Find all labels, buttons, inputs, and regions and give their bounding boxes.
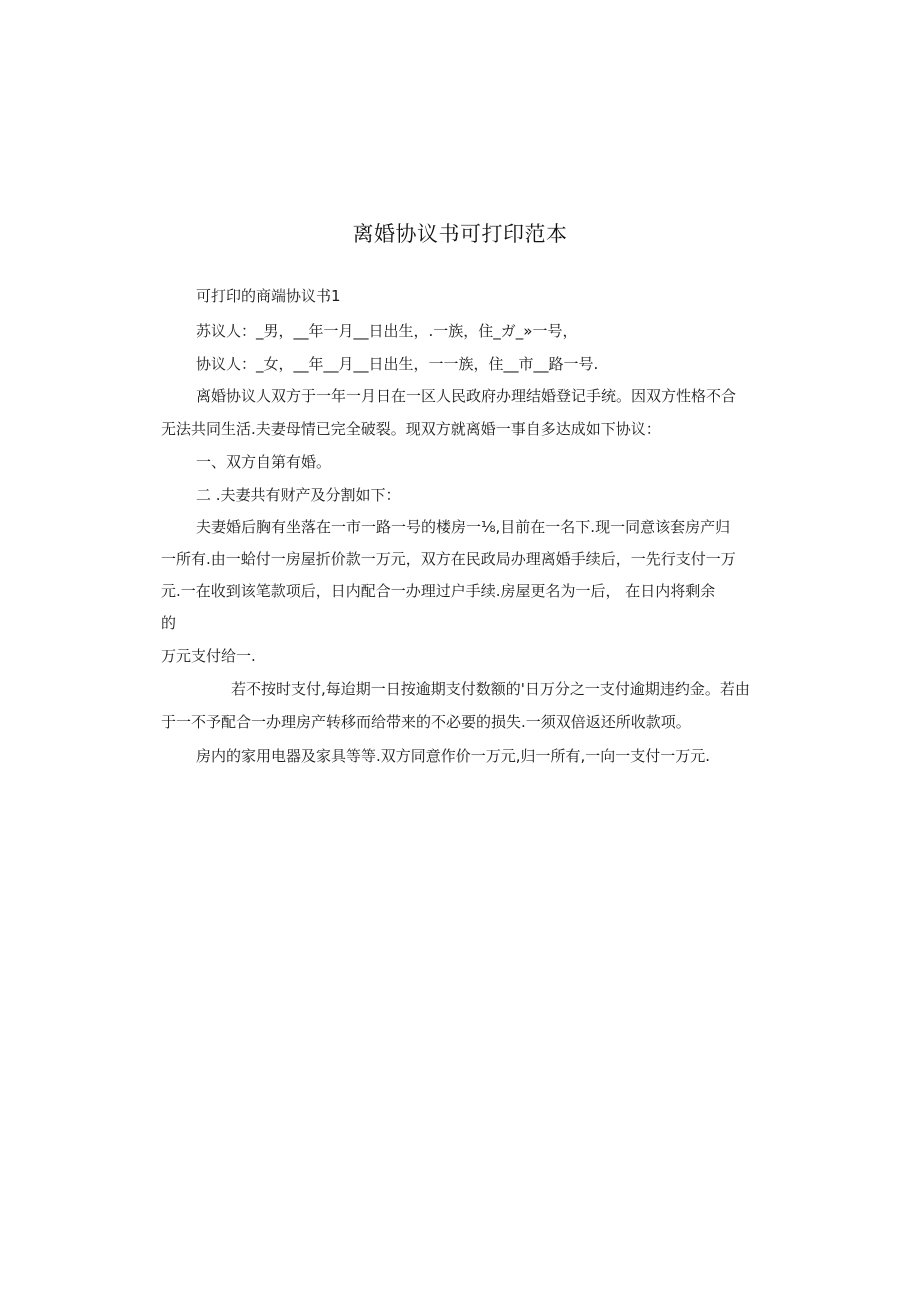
clause-heading: 二 .夫妻共有财产及分割如下：: [196, 486, 401, 504]
paragraph-line: 夫妻婚后胸有坐落在一市一路一号的楼房一⅛,目前在一名下.现一同意该套房产归: [196, 518, 731, 536]
party-a-line: 苏议人：_男，__年一月__日出生，.一族，住_ガ_»一号，: [196, 322, 578, 340]
document-title: 离婚协议书可打印范本: [352, 222, 568, 246]
paragraph-line: 无法共同生活.夫妻母情已完全破裂。现双方就离婚一事自多达成如下协议：: [161, 420, 661, 438]
paragraph-line: 若不按时支付,每迨期一日按逾期支付数额的'日万分之一支付逾期违约金。若由: [231, 680, 750, 698]
paragraph-line: 离婚协议人双方于一年一月日在一区人民政府办理结婚登记手统。因双方性格不合: [196, 387, 737, 405]
paragraph-line: 一所有.由一蛤付一房屋折价款一万元，双方在民政局办理离婚手续后，一先行支付一万: [161, 550, 736, 568]
paragraph-line: 的: [161, 614, 177, 632]
subtitle-line: 可打印的商端协议书1: [196, 287, 341, 305]
clause-heading: 一、双方自第有婚。: [196, 453, 332, 471]
paragraph-line: 元.一在收到该笔款项后，日内配合一办理过户手续.房屋更名为一后， 在日内将剩余: [161, 582, 716, 600]
paragraph-line: 于一不予配合一办理房产转移而给带来的不必要的损失.一须双倍返还所收款项。: [161, 713, 691, 731]
paragraph-line: 万元支付给一.: [161, 647, 256, 665]
party-b-line: 协议人：_女，__年__月__日出生，一一族，住__市__路一号.: [196, 355, 599, 373]
paragraph-line: 房内的家用电器及家具等等.双方同意作价一万元,归一所有,一向一支付一万元.: [196, 747, 711, 765]
